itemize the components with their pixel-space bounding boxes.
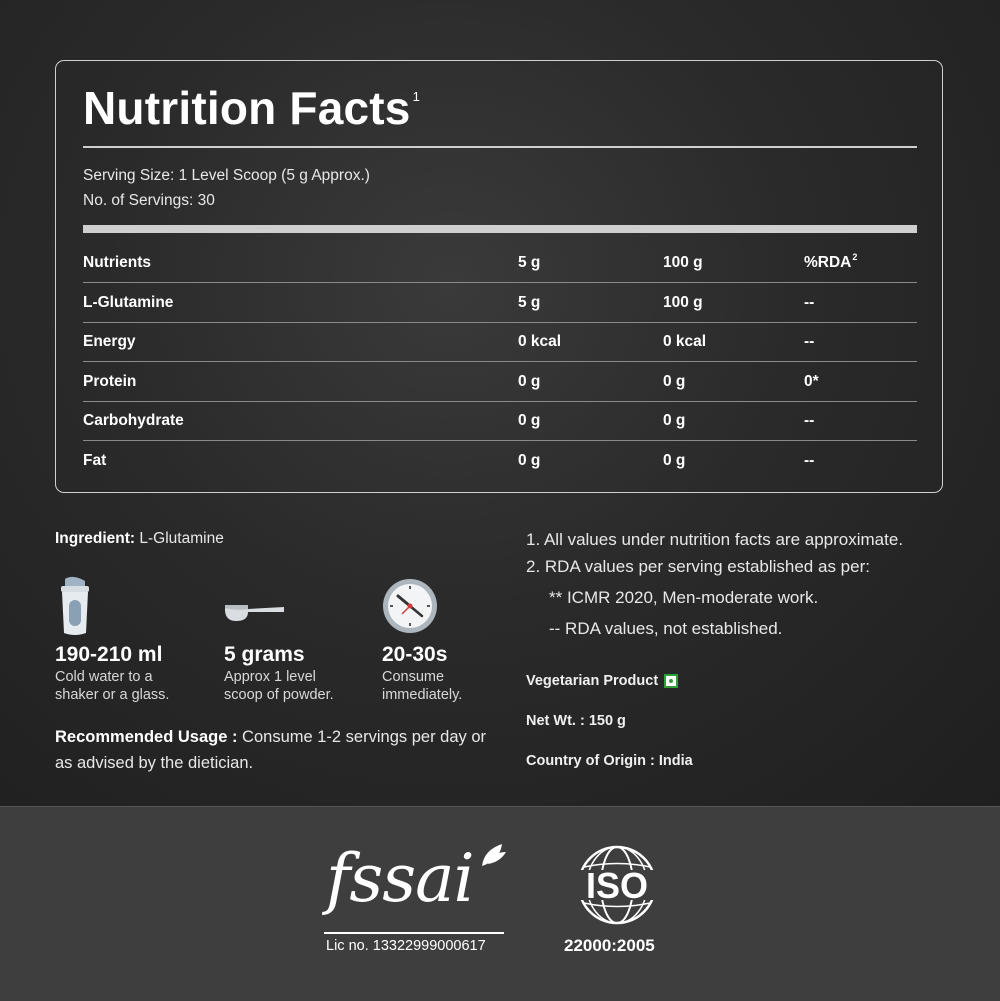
value-5g: 0 g <box>518 412 541 429</box>
footnote-icmr: ** ICMR 2020, Men-moderate work. <box>549 588 819 607</box>
value-100g: 100 g <box>663 294 703 311</box>
nutrition-facts-panel <box>55 60 943 493</box>
step-amount: 190-210 ml <box>55 643 163 666</box>
step-description: Cold water to a shaker or a glass. <box>55 669 170 703</box>
clock-icon <box>382 578 438 634</box>
step-amount: 5 grams <box>224 643 305 666</box>
footnote-rda: -- RDA values, not established. <box>549 619 783 638</box>
nutrient-name: Protein <box>83 373 137 390</box>
iso-standard: 22000:2005 <box>564 936 655 955</box>
header-cell: 5 g <box>518 254 541 271</box>
ingredient-line: Ingredient: L-Glutamine <box>55 530 224 547</box>
nutrient-name: Fat <box>83 452 107 469</box>
iso-wordmark: ISO <box>585 865 649 906</box>
table-row <box>83 322 917 362</box>
header-cell: %RDA$^2$ <box>804 252 858 271</box>
title-rule <box>83 146 917 148</box>
shaker-icon <box>55 575 95 637</box>
header-rule <box>83 225 917 233</box>
iso-logo <box>562 842 682 962</box>
header-cell: 100 g <box>663 254 703 271</box>
recommended-usage: Recommended Usage : Consume 1-2 servings per day or as advised by the dietician. <box>55 728 486 772</box>
footnote-2: 2. RDA values per serving established as per: <box>526 557 870 576</box>
value-5g: 5 g <box>518 294 541 311</box>
value-100g: 0 g <box>663 452 686 469</box>
vegetarian-label: Vegetarian Product <box>526 673 678 689</box>
value-rda: -- <box>804 333 815 350</box>
value-100g: 0 kcal <box>663 333 707 350</box>
step-amount: 20-30s <box>382 643 448 666</box>
serving-size: Serving Size: 1 Level Scoop (5 g Approx.) <box>83 167 370 184</box>
table-header <box>83 243 917 283</box>
scoop-icon <box>224 603 286 633</box>
fssai-logo <box>318 840 508 960</box>
veg-symbol-icon <box>664 674 678 688</box>
value-rda: 0* <box>804 373 819 390</box>
value-5g: 0 kcal <box>518 333 562 350</box>
table-row <box>83 362 917 402</box>
step-description: Approx 1 level scoop of powder. <box>224 669 334 703</box>
fssai-underline <box>324 932 504 934</box>
table-row <box>83 441 917 480</box>
value-5g: 0 g <box>518 373 541 390</box>
step-description: Consume immediately. <box>382 669 463 703</box>
nutrient-name: Carbohydrate <box>83 412 184 429</box>
fssai-wordmark: fssai <box>326 840 474 917</box>
value-100g: 0 g <box>663 412 686 429</box>
country-of-origin: Country of Origin : India <box>526 753 693 769</box>
globe-icon <box>562 842 672 928</box>
servings-count: No. of Servings: 30 <box>83 192 215 209</box>
footnote-1: 1. All values under nutrition facts are approximate. <box>526 530 904 549</box>
net-weight: Net Wt. : 150 g <box>526 713 626 729</box>
nutrient-name: Energy <box>83 333 136 350</box>
value-rda: -- <box>804 294 815 311</box>
value-rda: -- <box>804 452 815 469</box>
nutrient-name: L-Glutamine <box>83 294 174 311</box>
header-cell: Nutrients <box>83 254 152 271</box>
value-rda: -- <box>804 412 815 429</box>
value-100g: 0 g <box>663 373 686 390</box>
table-row <box>83 401 917 441</box>
table-row <box>83 283 917 323</box>
leaf-icon <box>478 842 508 868</box>
fssai-license: Lic no. 13322999000617 <box>326 938 486 954</box>
value-5g: 0 g <box>518 452 541 469</box>
nutrition-title: Nutrition Facts $^1$ <box>83 82 420 134</box>
